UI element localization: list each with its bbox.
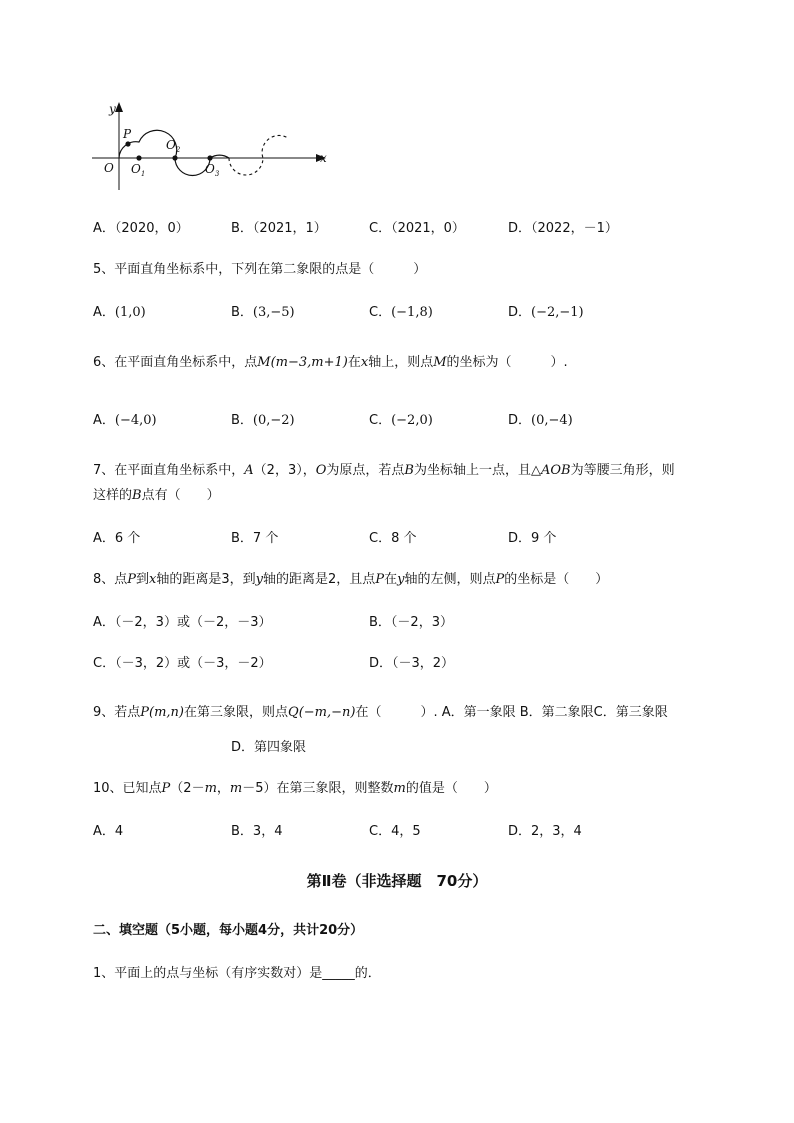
q7-option-c: C．8 个: [369, 531, 417, 546]
sine-wave-figure: [88, 98, 338, 194]
section-heading: 二、填空题（5小题，每小题4分，共计20分）: [93, 923, 364, 938]
q6-option-a: A．(−4,0): [93, 413, 157, 428]
wave-dashed-continuation: [229, 135, 288, 175]
q9-option-d: D．第四象限: [231, 740, 307, 755]
q8-option-c: C．（－3，2）或（－3，－2）: [93, 656, 272, 671]
point-p: [125, 141, 130, 146]
q7-stem-line1: 7、在平面直角坐标系中，A（2，3），O为原点，若点B为坐标轴上一点，且△AOB为等腰三角形，则: [93, 463, 675, 478]
q5-stem: 5、平面直角坐标系中，下列在第二象限的点是（ ）: [93, 262, 427, 277]
point-o1: [136, 155, 141, 160]
q4-option-a: A．（2020，0）: [93, 221, 189, 236]
o1-label: $O_1$: [131, 162, 146, 178]
q4-option-b: B．（2021，1）: [231, 221, 327, 236]
q6-option-c: C．(−2,0): [369, 413, 433, 428]
origin-label: O: [104, 161, 114, 175]
q6-stem: 6、在平面直角坐标系中，点M(m−3,m+1)在x轴上，则点M的坐标为（ ）.: [93, 355, 568, 370]
section-title: 第Ⅱ卷（非选择题 70分）: [306, 872, 488, 890]
o3-label: $O_3$: [205, 162, 220, 178]
p-label: P: [123, 127, 132, 141]
x-label: x: [320, 151, 327, 165]
point-o2: [172, 155, 177, 160]
q10-option-d: D．2，3，4: [508, 824, 582, 839]
q5-option-c: C．(−1,8): [369, 305, 433, 320]
q4-option-d: D．（2022，－1）: [508, 221, 618, 236]
y-axis-arrow: [115, 102, 123, 112]
q7-option-d: D．9 个: [508, 531, 557, 546]
q10-option-c: C．4，5: [369, 824, 421, 839]
q5-option-a: A．(1,0): [93, 305, 146, 320]
o2-label: $O_2$: [166, 138, 181, 154]
q8-stem: 8、点P到x轴的距离是3，到y轴的距离是2，且点P在y轴的左侧，则点P的坐标是（ ）: [93, 572, 609, 587]
q10-stem: 10、已知点P（2－m，m－5）在第三象限，则整数m的值是（ ）: [93, 781, 497, 796]
q10-option-a: A．4: [93, 824, 124, 839]
q8-option-b: B．（－2，3）: [369, 615, 453, 630]
q4-option-c: C．（2021，0）: [369, 221, 465, 236]
q7-stem-line2: 这样的B点有（ ）: [93, 488, 220, 503]
q6-option-d: D．(0,−4): [508, 413, 573, 428]
q10-option-b: B．3，4: [231, 824, 283, 839]
q7-option-b: B．7 个: [231, 531, 279, 546]
point-o3: [207, 155, 212, 160]
q6-option-b: B．(0,−2): [231, 413, 295, 428]
q8-option-d: D．（－3，2）: [369, 656, 455, 671]
fill-question-1: 1、平面上的点与坐标（有序实数对）是_____的．: [93, 966, 381, 981]
q8-option-a: A．（－2，3）或（－2，－3）: [93, 615, 272, 630]
q7-option-a: A．6 个: [93, 531, 141, 546]
y-label: y: [109, 102, 116, 116]
q9-stem: 9、若点P(m,n)在第三象限，则点Q(−m,−n)在（ ）. A．第一象限 B．第二象限C．第三象限: [93, 705, 668, 720]
q5-option-d: D．(−2,−1): [508, 305, 584, 320]
q5-option-b: B．(3,−5): [231, 305, 295, 320]
